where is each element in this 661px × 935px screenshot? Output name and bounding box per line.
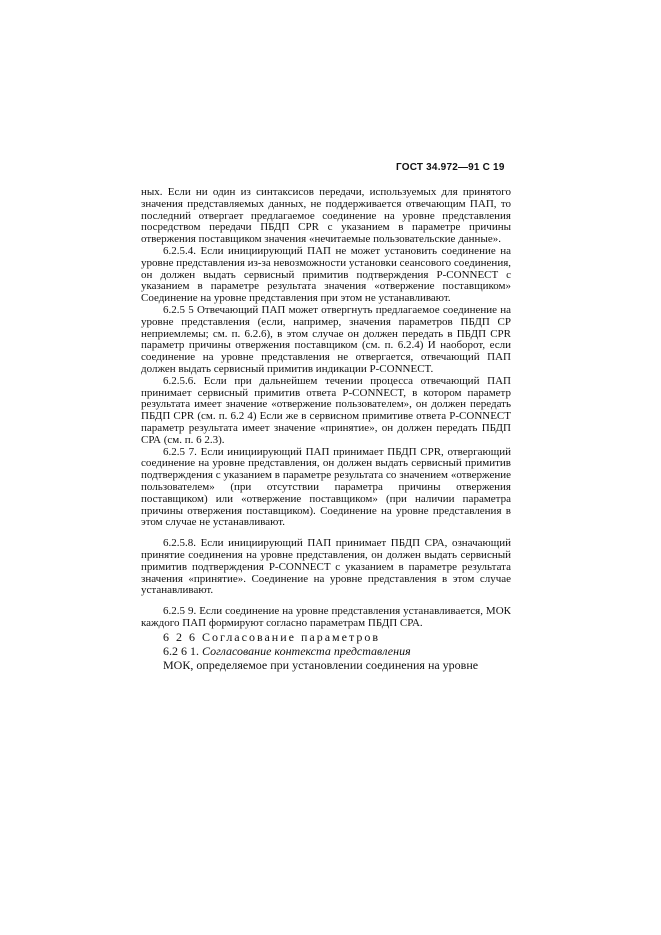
paragraph-6-2-5-4: 6.2.5.4. Если инициирующий ПАП не может установить соединение на уровне представления из-за невозможности установки сеансового соединения, он должен выдать сервисный примитив подтверждения P-CONNECT с указанием в параметре результата значения «отвержение поставщиком» Соединение на уровне представления при этом не устанавливают. bbox=[141, 244, 512, 305]
paragraph-last-line: МОК, определяемое при установлении соединения на уровне bbox=[163, 657, 479, 672]
paragraph-6-2-5-8: 6.2.5.8. Если инициирующий ПАП принимает ПБДП СРА, означающий принятие соединения на уровне представления, он должен выдать сервисный примитив подтверждения P-CONNECT с указанием в параметре результата значения «принятие». Соединение на уровне представления в этом случае устанавливают. bbox=[141, 537, 511, 597]
paragraph-6-2-5-5: 6.2.5 5 Отвечающий ПАП может отвергнуть предлагаемое соединение на уровне представления (если, например, значения параметров ПБДП CP неприемлемы; см. п. 6.2.6), в этом случае он должен передать в ПБДП CPR параметр причины отвержения поставщиком (см. п. 6.2.4) И наоборот, если соединение на уровне представления не отвергается, отвечающий ПАП должен выдать сервисный примитив индикации P-CONNECT. bbox=[141, 303, 511, 375]
body-text bbox=[141, 187, 511, 672]
subsection-number: 6.2 6 1. bbox=[163, 643, 199, 658]
paragraph-6-2-5-9: 6.2.5 9. Если соединение на уровне представления устанавливается, МОК каждого ПАП формируют согласно параметрам ПБДП СРА. bbox=[141, 605, 511, 629]
paragraph-6-2-5-6: 6.2.5.6. Если при дальнейшем течении процесса отвечающий ПАП принимает сервисный примитив ответа P-CONNECT, в котором параметр результата имеет значение «отвержение пользователем», он должен передать ПБДП CPR (см. п. 6.2 4) Если же в сервисном примитиве ответа P-CONNECT параметр результата имеет значение «принятие», он должен передать ПБДП СРА (см. п. 6 2.3). bbox=[141, 374, 511, 446]
paragraph-6-2-5-7: 6.2.5 7. Если инициирующий ПАП принимает ПБДП CPR, отвергающий соединение на уровне представления, он должен выдать сервисный примитив подтверждения с указанием в параметре результата со значением «отвержение пользователем» (при отсутствии параметра причины отвержения поставщиком) или «отвержение поставщиком» (при наличии параметра причины отвержения поставщиком). Соединение на уровне представления в этом случае не устанавливают. bbox=[141, 445, 511, 529]
paragraph-continuation: ных. Если ни один из синтаксисов передачи, используемых для принятого значения представляемых данных, не поддерживается отвечающим ПАП, то последний отвергает предлагаемое соединение на уровне представления посредством передачи ПБДП CPR с указанием в параметре причины отвержения поставщиком значения «нечитаемые пользовательские данные». bbox=[141, 186, 511, 246]
page-header: ГОСТ 34.972—91 С 19 bbox=[396, 162, 505, 173]
subsection-heading bbox=[141, 644, 511, 658]
section-title: 6 2 6 Согласование параметров bbox=[163, 629, 381, 644]
subsection-title: Согласование контекста представления bbox=[202, 643, 411, 658]
